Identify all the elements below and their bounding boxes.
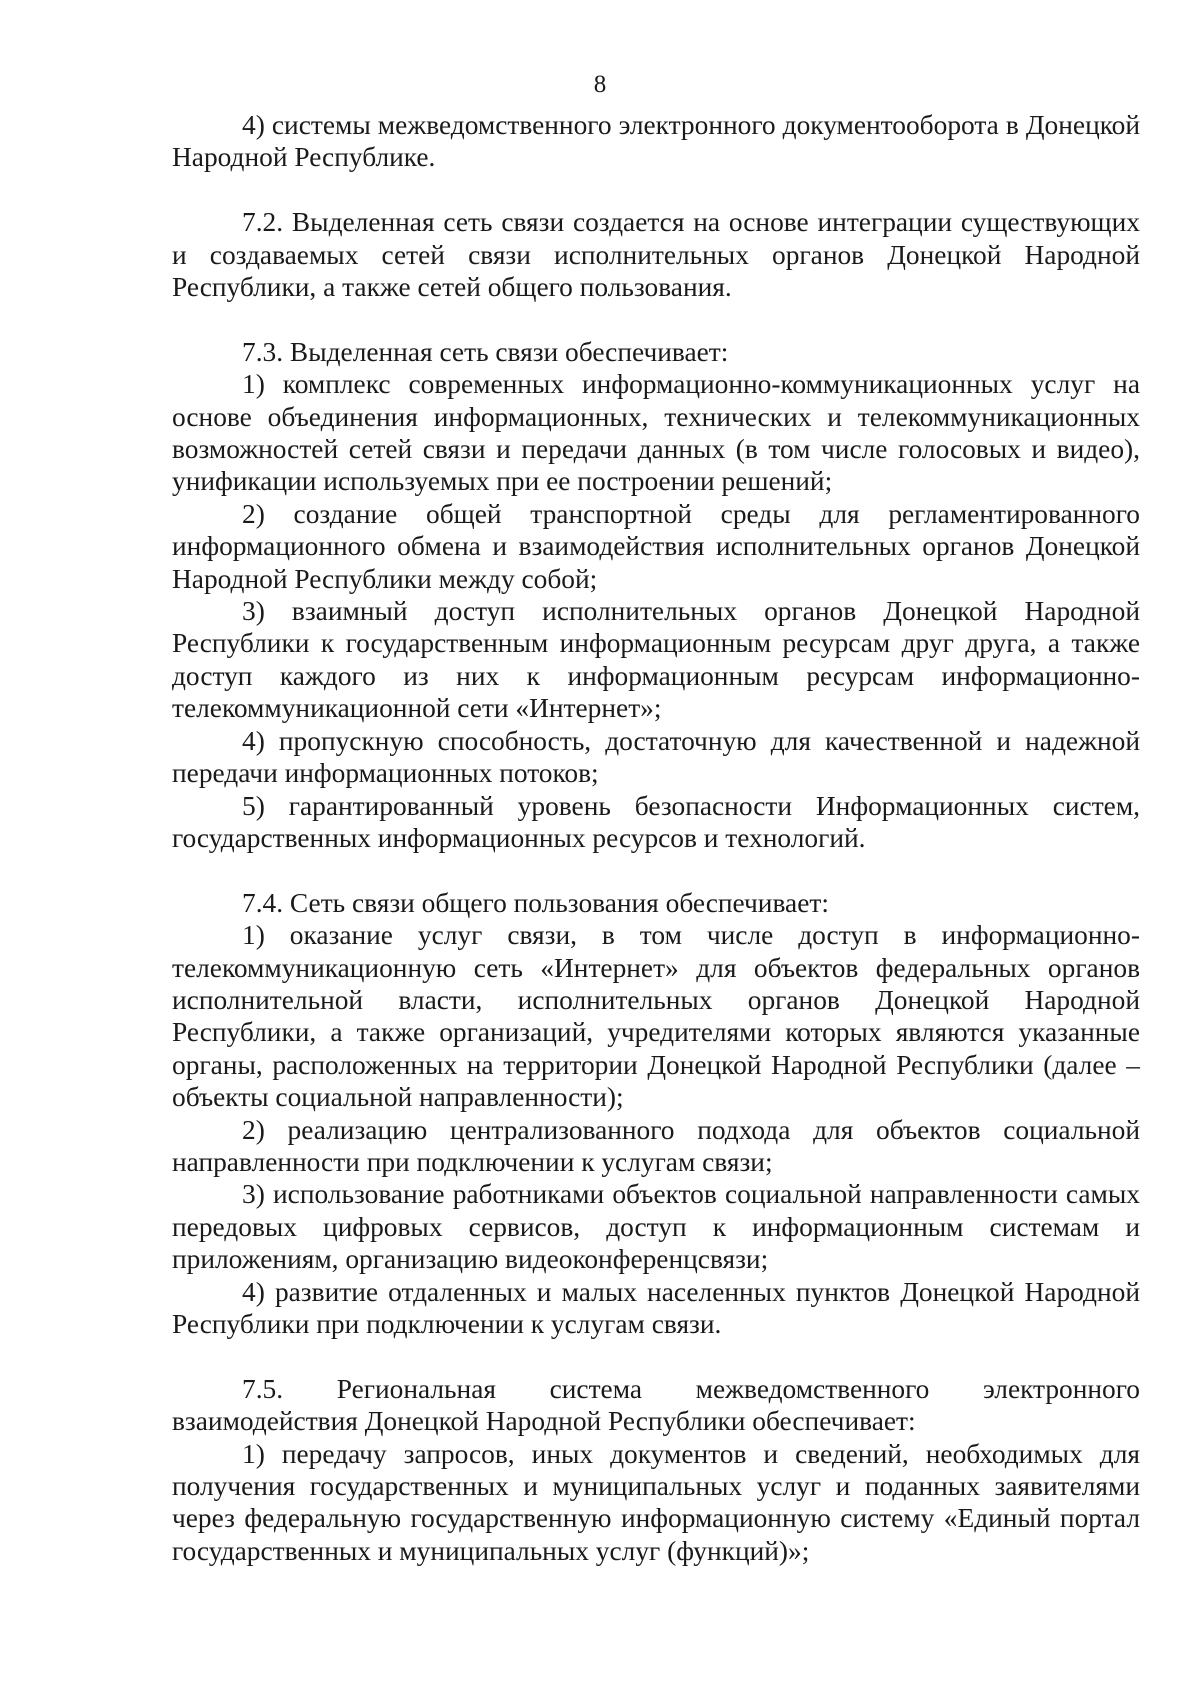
paragraph-7-4-item-1: 1) оказание услуг связи, в том числе доступ в информационно-телекоммуникационную сеть «Интернет» для объектов федеральных органов исполнительной власти, исполнительных органов Донецкой Народной Республики, а также организаций, учредителями которых являются указанные органы, расположенных на территории Донецкой Народной Республики (далее – объекты социальной направленности); <box>172 920 1140 1113</box>
paragraph-7-3-item-3: 3) взаимный доступ исполнительных органов Донецкой Народной Республики к государственным информационным ресурсам друг друга, а также доступ каждого из них к информационным ресурсам информационно-телекоммуникационной сети «Интернет»; <box>172 596 1140 724</box>
paragraph-7-3-heading: 7.3. Выделенная сеть связи обеспечивает: <box>242 336 729 367</box>
paragraph-7-5-heading: 7.5. Региональная система межведомственного электронного взаимодействия Донецкой Народной Республики обеспечивает: <box>172 1373 1140 1437</box>
paragraph-7-4-item-2: 2) реализацию централизованного подхода для объектов социальной направленности при подключении к услугам связи; <box>172 1114 1140 1177</box>
paragraph-7-3-item-2: 2) создание общей транспортной среды для регламентированного информационного обмена и взаимодействия исполнительных органов Донецкой Народной Республики между собой; <box>172 498 1140 594</box>
paragraph-7-3-item-1: 1) комплекс современных информационно-коммуникационных услуг на основе объединения информационных, технических и телекоммуникационных возможностей сетей связи и передачи данных (в том числе голосовых и видео), унификации используемых при ее построении решений; <box>172 369 1140 497</box>
paragraph-7-4-heading: 7.4. Сеть связи общего пользования обеспечивает: <box>242 887 829 918</box>
paragraph-7-4-item-4: 4) развитие отдаленных и малых населенных пунктов Донецкой Народной Республики при подключении к услугам связи. <box>172 1276 1140 1339</box>
page-number: 8 <box>593 71 607 98</box>
paragraph-7-4-item-3: 3) использование работниками объектов социальной направленности самых передовых цифровых сервисов, доступ к информационным системам и приложениям, организацию видеоконференцсвязи; <box>172 1179 1140 1275</box>
paragraph-7-3-item-4: 4) пропускную способность, достаточную для качественной и надежной передачи информационных потоков; <box>172 725 1140 789</box>
paragraph-7-3-item-5: 5) гарантированный уровень безопасности Информационных систем, государственных информационных ресурсов и технологий. <box>172 790 1140 853</box>
paragraph-7-5-item-1: 1) передачу запросов, иных документов и сведений, необходимых для получения государственных и муниципальных услуг и поданных заявителями через федеральную государственную информационную систему «Единый портал государственных и муниципальных услуг (функций)»; <box>172 1438 1140 1566</box>
document-body <box>172 109 1140 1567</box>
paragraph-7-2: 7.2. Выделенная сеть связи создается на основе интеграции существующих и создаваемых сетей связи исполнительных органов Донецкой Народной Республики, а также сетей общего пользования. <box>172 207 1140 303</box>
paragraph-item-4-edms: 4) системы межведомственного электронного документооборота в Донецкой Народной Республике. <box>172 110 1140 173</box>
